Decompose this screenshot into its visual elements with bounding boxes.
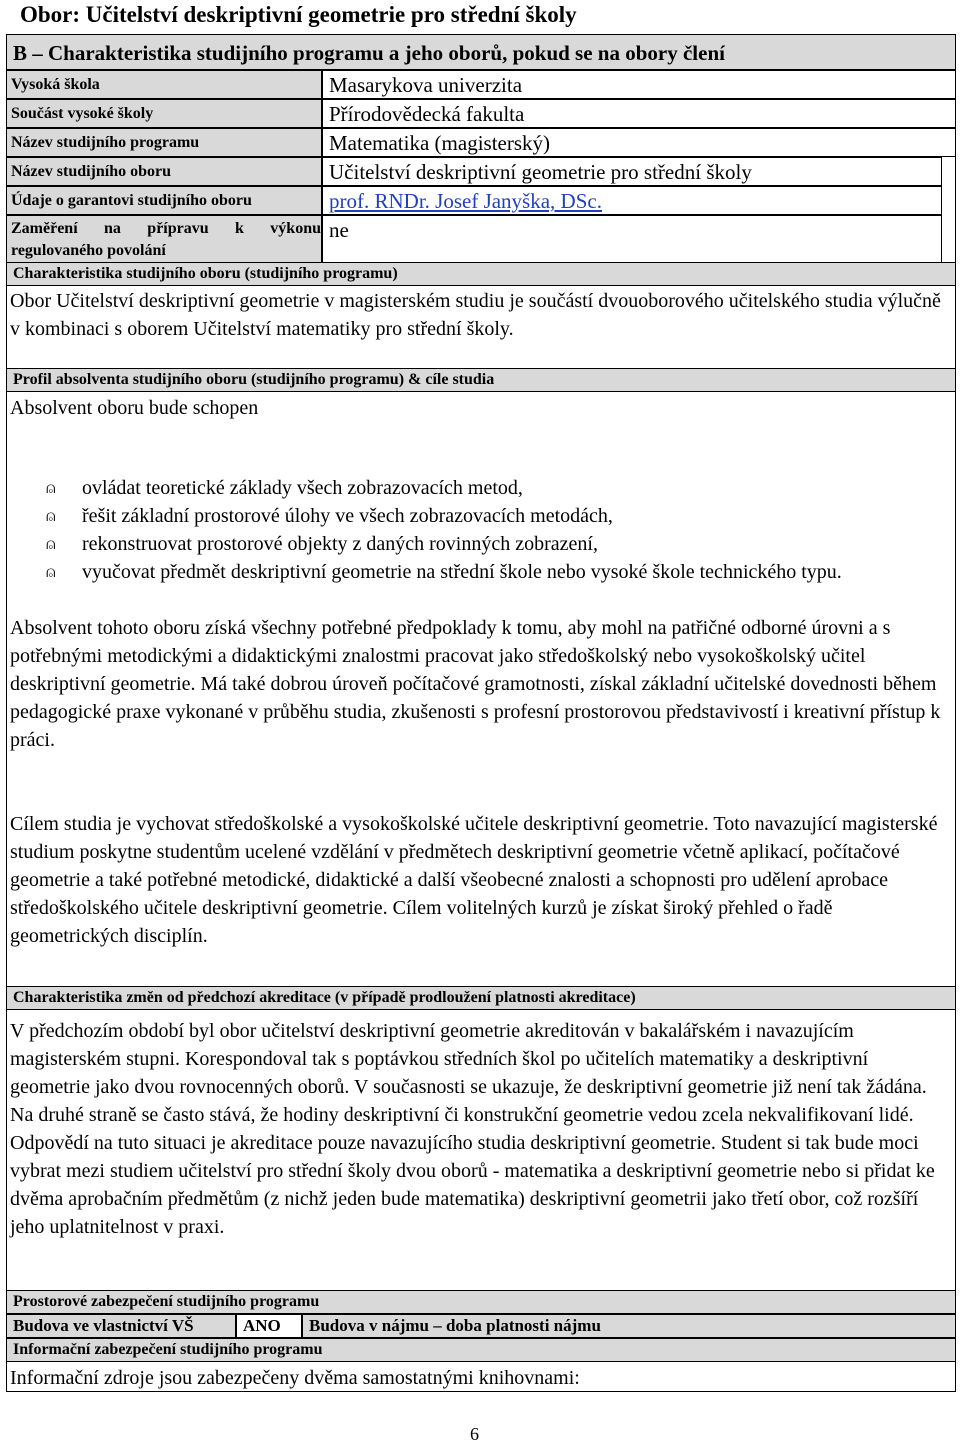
informacni-text: Informační zdroje jsou zabezpečeny dvěma samostatnými knihovnami:: [10, 1367, 580, 1389]
bullet-icon: ⍝: [46, 506, 56, 525]
value-nazev-oboru: Učitelství deskriptivní geometrie pro střední školy: [322, 157, 942, 186]
list-item: ⍝ vyučovat předmět deskriptivní geometrie na střední škole nebo vysoké škole technického typu.: [46, 558, 952, 586]
page-number: 6: [470, 1424, 479, 1444]
prostorove-heading: Prostorové zabezpečení studijního programu: [6, 1290, 956, 1314]
value-vysoka-skola: Masarykova univerzita: [322, 70, 956, 99]
label-budova-najem: Budova v nájmu – doba platnosti nájmu: [302, 1314, 956, 1338]
profil-paragraph-1: Absolvent tohoto oboru získá všechny potřebné předpoklady k tomu, aby mohl na patřičné odborné úrovni a s potřebnými metodickými a didaktickými znalostmi pracovat jako středoškolský nebo vysokoškolský učitel deskriptivní geometrie. Má také dobrou úroveň počítačové gramotnosti, získal základní učitelské dovednosti během pedagogické praxe vykonané v průběhu studia, zkušenosti s profesní prostorovou představivostí i kreativní přístup k práci.: [10, 617, 941, 751]
informacni-heading: Informační zabezpečení studijního programu: [6, 1338, 956, 1362]
value-nazev-programu: Matematika (magisterský): [322, 128, 956, 157]
value-garant: prof. RNDr. Josef Janyška, DSc.: [322, 186, 942, 215]
profil-paragraph-2: Cílem studia je vychovat středoškolské a vysokoškolské učitele deskriptivní geometrie. Toto navazující magisterské studium poskytne studentům ucelené vzdělání v předmětech deskriptivní geometrie včetně aplikací, počítačové geometrie a také potřebné metodické, didaktické a další všeobecné znalosti a schopnosti pro udělení aprobace středoškolského učitele deskriptivní geometrie. Cílem volitelných kurzů je získat široký přehled o řadě geometrických disciplín.: [10, 813, 938, 947]
label-garant: Údaje o garantovi studijního oboru: [6, 186, 322, 215]
section-b-heading: B – Charakteristika studijního programu a jeho oborů, pokud se na obory člení: [6, 34, 956, 70]
label-soucast-vysoke-skoly: Součást vysoké školy: [6, 99, 322, 128]
list-item: ⍝ řešit základní prostorové úlohy ve všech zobrazovacích metodách,: [46, 502, 952, 530]
profil-heading: Profil absolventa studijního oboru (studijního programu) & cíle studia: [6, 368, 956, 392]
bullet-icon: ⍝: [46, 562, 56, 581]
zmeny-heading: Charakteristika změn od předchozí akreditace (v případě prodloužení platnosti akreditace): [6, 986, 956, 1010]
list-item: ⍝ ovládat teoretické základy všech zobrazovacích metod,: [46, 474, 952, 502]
bullet-icon: ⍝: [46, 534, 56, 553]
page-title: Obor: Učitelství deskriptivní geometrie pro střední školy: [20, 2, 577, 27]
value-soucast-vysoke-skoly: Přírodovědecká fakulta: [322, 99, 956, 128]
profil-intro: Absolvent oboru bude schopen: [10, 397, 259, 419]
label-nazev-oboru: Název studijního oboru: [6, 157, 322, 186]
label-zamereni: Zaměření na přípravu k výkonu regulovaného povolání: [6, 215, 322, 263]
label-nazev-programu: Název studijního programu: [6, 128, 322, 157]
label-vysoka-skola: Vysoká škola: [6, 70, 322, 99]
value-budova-vlastnictvi: ANO: [236, 1314, 302, 1338]
profil-bullet-list: [46, 474, 952, 586]
value-zamereni: ne: [322, 215, 942, 263]
zmeny-text: V předchozím období byl obor učitelství deskriptivní geometrie akreditován v bakalářském i navazujícím magisterském stupni. Korespondoval tak s poptávkou středních škol po učitelích matematiky a deskriptivní geometrie jako dvou rovnocenných oborů. V současnosti se ukazuje, že deskriptivní geometrie již není tak žádána. Na druhé straně se často stává, že hodiny deskriptivní či konstrukční geometrie vedou zcela nekvalifikovaní lidé. Odpovědí na tuto situaci je akreditace pouze navazujícího studia deskriptivní geometrie. Student si tak bude moci vybrat mezi studiem učitelství pro střední školy dvou oborů - matematika a deskriptivní geometrie nebo si přidat ke dvěma aprobačním předmětům (z nichž jeden bude matematika) deskriptivní geometrii jako třetí obor, což rozšíří jeho uplatnitelnost v praxi.: [10, 1020, 935, 1238]
list-item: ⍝ rekonstruovat prostorové objekty z daných rovinných zobrazení,: [46, 530, 952, 558]
charakteristika-heading: Charakteristika studijního oboru (studijního programu): [6, 262, 956, 286]
charakteristika-text: Obor Učitelství deskriptivní geometrie v magisterském studiu je součástí dvouoborového učitelského studia výlučně v kombinaci s oborem Učitelství matematiky pro střední školy.: [10, 290, 941, 340]
bullet-icon: ⍝: [46, 478, 56, 497]
label-budova-vlastnictvi: Budova ve vlastnictví VŠ: [6, 1314, 236, 1338]
